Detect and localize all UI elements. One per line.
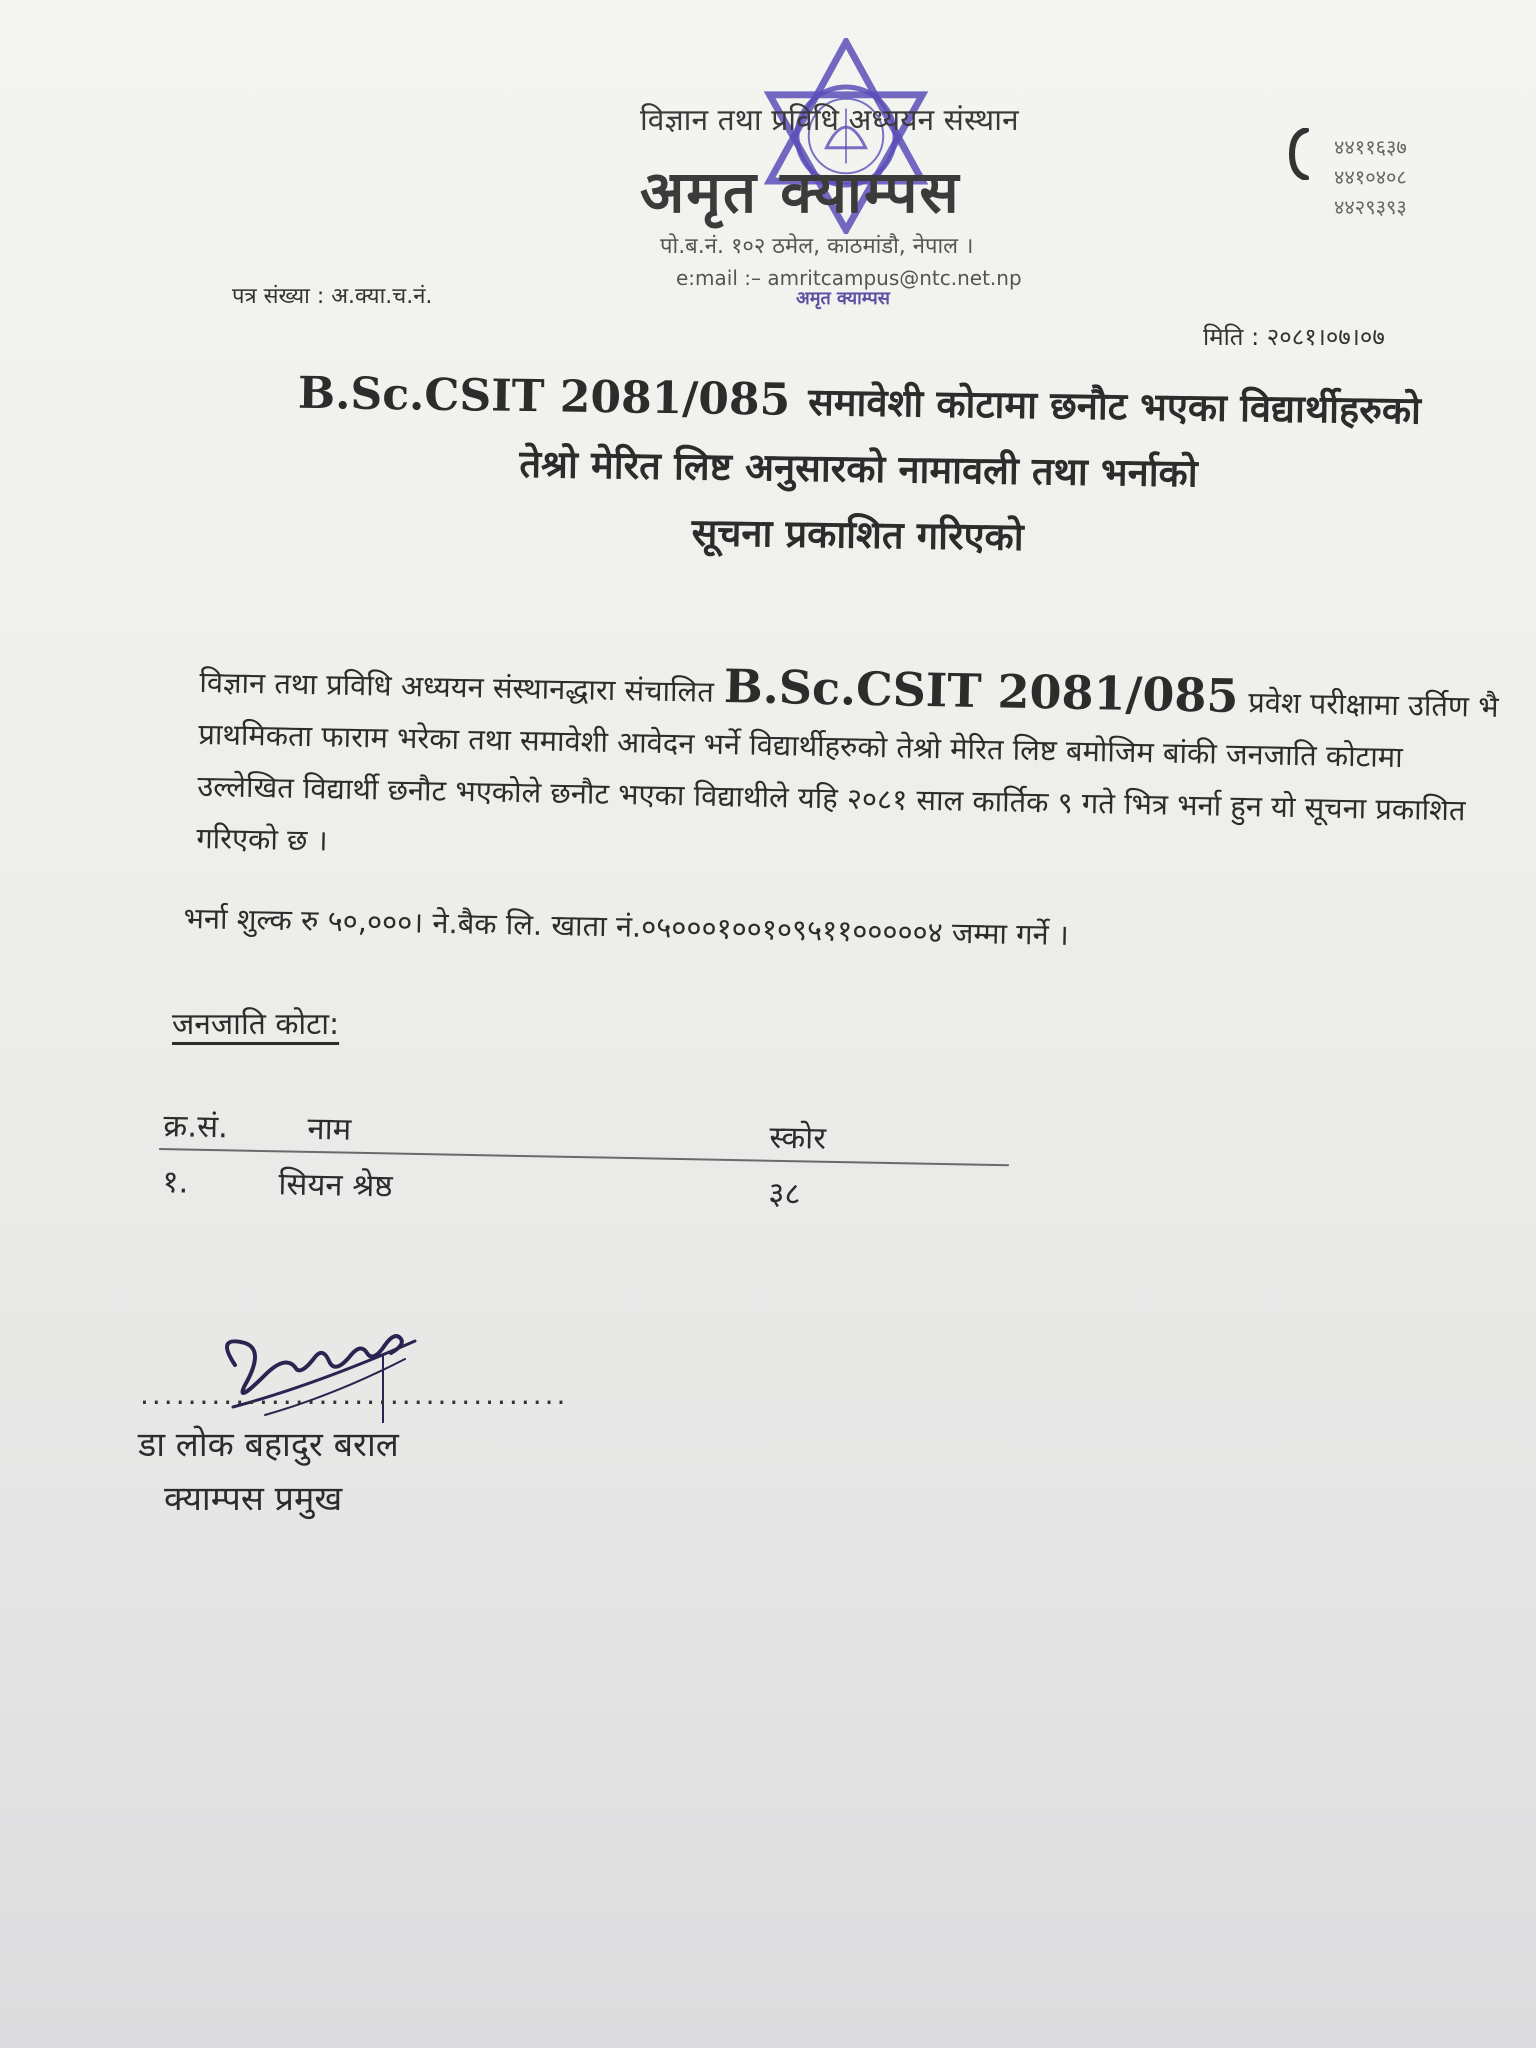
body-program-code: B.Sc.CSIT 2081/085 — [723, 659, 1239, 723]
body-prefix: विज्ञान तथा प्रविधि अध्ययन संस्थानद्धारा संचालित — [199, 664, 715, 709]
body-suffix: प्रवेश परीक्षामा उर्तिण भै प्राथमिकता फाराम भरेका तथा समावेशी आवेदन भर्ने विद्यार्थीहरुको तेश्रो मेरित लिष्ट बमोजिम बांकी जनजाति कोटामा उल्लेखित विद्यार्थी छनौट भएकोले छनौट भएका विद्याथीले यहि २०८१ साल कार्तिक ९ गते भित्र भर्ना हुन यो सूचना प्रकाशित गरिएको छ । — [196, 685, 1499, 858]
phone-number: ४४२९३९३ — [1334, 195, 1407, 219]
phone-number: ४४११६३७ — [1334, 135, 1407, 159]
admission-fee-line: भर्ना शुल्क रु ५०,०००। ने.बैक लि. खाता नं.०५०००१००१०९५११०००००४ जम्मा गर्ने । — [183, 900, 1070, 952]
reference-number: पत्र संख्या : अ.क्या.च.नं. — [232, 284, 433, 309]
signer-name: डा लोक बहादुर बराल — [138, 1425, 399, 1465]
program-code: B.Sc.CSIT 2081/085 — [297, 367, 791, 426]
campus-email: e:mail :– amritcampus@ntc.net.np — [676, 266, 1022, 290]
phone-number: ४४१०४०८ — [1334, 165, 1407, 189]
institute-name: विज्ञान तथा प्रविधि अध्ययन संस्थान — [640, 103, 1019, 138]
selected-students-table — [158, 1100, 1010, 1226]
phone-numbers — [1334, 132, 1407, 222]
seal-text: अमृत क्याम्पस — [796, 288, 890, 309]
campus-name: अमृत क्याम्पस — [640, 158, 961, 226]
header-name: नाम — [307, 1110, 352, 1148]
heading-text-1: समावेशी कोटामा छनौट भएका विद्यार्थीहरुको — [807, 379, 1422, 433]
cell-sn: १. — [162, 1164, 189, 1201]
signer-title: क्याम्पस प्रमुख — [164, 1479, 343, 1519]
heading-line-2: तेश्रो मेरित लिष्ट अनुसारको नामावली तथा भर्नाको — [519, 441, 1198, 496]
header-score: स्कोर — [769, 1119, 827, 1157]
header-sn: क्र.सं. — [163, 1108, 229, 1146]
notice-date: मिति : २०८१।०७।०७ — [1203, 323, 1385, 351]
campus-address: पो.ब.नं. १०२ ठमेल, काठमांडौ, नेपाल । — [660, 234, 974, 259]
signature-line: .................................... — [140, 1378, 569, 1411]
quota-label: जनजाति कोटा: — [172, 1007, 340, 1042]
cell-name: सियन श्रेष्ठ — [278, 1166, 393, 1205]
heading-line-3: सूचना प्रकाशित गरिएको — [691, 510, 1024, 559]
notice-heading — [237, 360, 1480, 576]
cell-score: ३८ — [767, 1175, 801, 1213]
phone-icon — [1288, 128, 1310, 180]
notice-body — [196, 650, 1500, 889]
signature-icon — [205, 1295, 425, 1435]
